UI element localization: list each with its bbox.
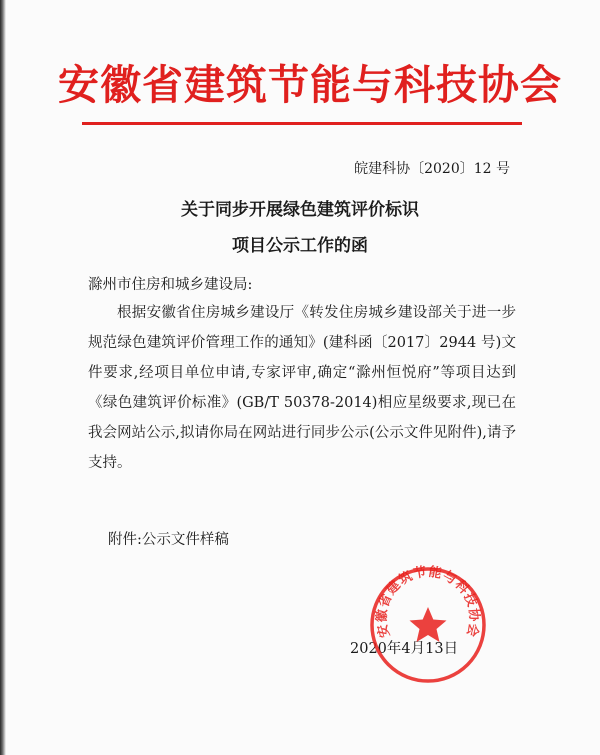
official-seal-stamp	[368, 565, 488, 685]
seal-star-icon	[410, 607, 447, 642]
scan-edge-shadow	[0, 0, 6, 755]
attachment-note: 附件:公示文件样稿	[108, 532, 229, 548]
subject-line-2: 项目公示工作的函	[232, 236, 368, 256]
letterhead-title: 安徽省建筑节能与科技协会	[58, 61, 562, 109]
body-paragraph: 根据安徽省住房城乡建设厅《转发住房城乡建设部关于进一步规范绿色建筑评价管理工作的通知》(建科函〔2017〕2944 号)文件要求,经项目单位申请,专家评审,确定“滁州恒悦府”等项目达到《绿色建筑评价标准》(GB/T 50378-2014)相应星级要求,现已在我会网站公示,拟请你局在网站进行同步公示(公示文件见附件),请予支持。	[88, 305, 516, 471]
issue-date: 2020年4月13日	[350, 641, 459, 657]
document-number: 皖建科协〔2020〕12 号	[354, 161, 510, 177]
recipient: 滁州市住房和城乡建设局:	[88, 277, 253, 293]
letterhead-red-rule	[82, 122, 522, 125]
subject-line-1: 关于同步开展绿色建筑评价标识	[181, 200, 419, 220]
seal-text: 安徽省建筑节能与科技协会	[374, 565, 482, 640]
